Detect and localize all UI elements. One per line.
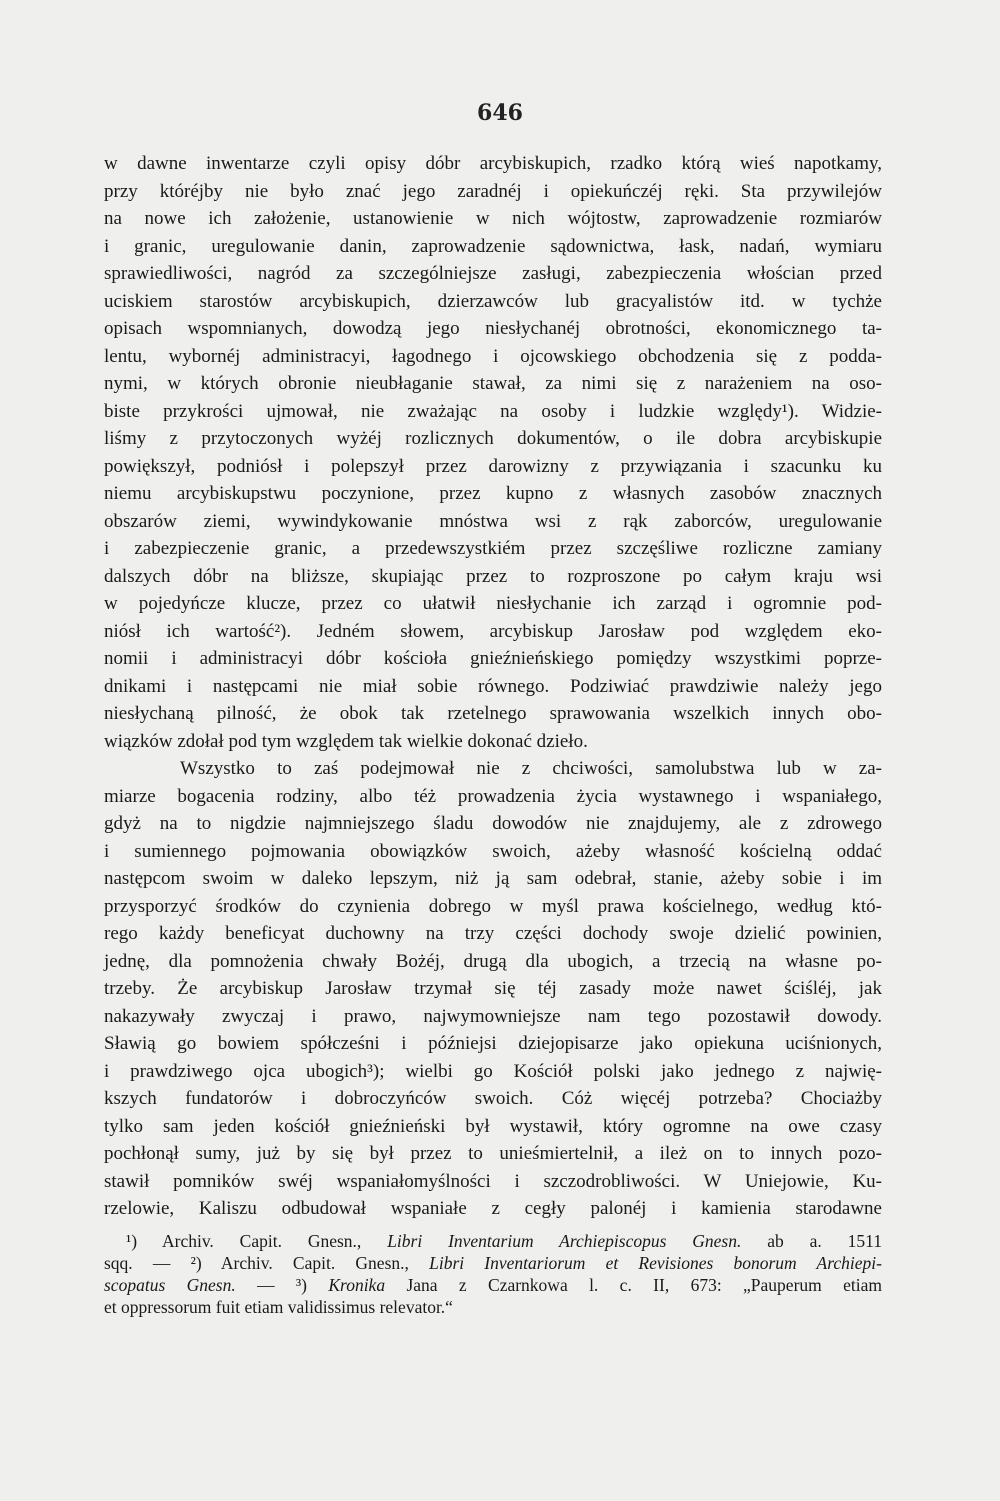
footnote-text: ab a. 1511 [741,1231,882,1251]
text-line: tylko sam jeden kościół gnieźnieński był wystawił, który ogromne na owe czasy [104,1115,882,1137]
text-line: trzeby. Że arcybiskup Jarosław trzymał się téj zasady może nawet ściśléj, jak [104,978,882,999]
text-line: niósł ich wartość²). Jedném słowem, arcybiskup Jarosław pod względem eko- [104,620,882,642]
footnote-text: sqq. — ²) Archiv. Capit. Gnesn., [104,1253,430,1273]
text-line: rego każdy beneficyat duchowny na trzy części dochody swoje dzielić powinien, [104,923,882,944]
text-line: opisach wspomnianych, dowodzą jego niesłychanéj obrotności, ekonomicznego ta- [104,318,882,339]
text-line: przy któréjby nie było znać jego zaradnéj i opiekuńczéj ręki. Sta przywilejów [104,180,882,202]
text-line: obszarów ziemi, wywindykowanie mnóstwa wsi z rąk zaborców, uregulowanie [104,510,882,532]
footnote-title: Libri Inventariorum et Revisiones bonorum Archiepi- [429,1253,882,1273]
footnotes [104,1230,882,1318]
text-line: stawił pomników swéj wspaniałomyślności i szczodrobliwości. W Uniejowie, Ku- [104,1170,882,1192]
text-line: następcom swoim w daleko lepszym, niż ją sam odebrał, stanie, ażeby sobie i im [104,868,882,889]
footnote-title: Kronika [328,1275,386,1295]
page-number: 646 [477,100,523,126]
text-line: lentu, wybornéj administracyi, łagodnego i ojcowskiego obchodzenia się z podda- [104,345,882,367]
text-line: na nowe ich założenie, ustanowienie w nich wójtostw, zaprowadzenie rozmiarów [104,208,882,229]
text-line: uciskiem starostów arcybiskupich, dzierzawców lub gracyalistów itd. w tychże [104,290,882,312]
text-line: liśmy z przytoczonych wyżéj rozlicznych dokumentów, o ile dobra arcybiskupie [104,428,882,449]
text-line: nymi, w których obronie nieubłaganie stawał, za nimi się z narażeniem na oso- [104,373,882,394]
text-line: przysporzyć środków do czynienia dobrego w myśl prawa kościelnego, według któ- [104,895,882,917]
text-line: jednę, dla pomnożenia chwały Bożéj, drugą dla ubogich, a trzecią na własne po- [104,950,882,972]
paragraph-start-line: Wszystko to zaś podejmował nie z chciwości, samolubstwa lub w za- [180,758,882,779]
text-line: i granic, uregulowanie danin, zaprowadzenie sądownictwa, łask, nadań, wymiaru [104,235,882,257]
text-line: biste przykrości ujmował, nie zważając na osoby i ludzkie względy¹). Widzie- [104,400,882,422]
footnote-title: scopatus Gnesn. [104,1275,236,1295]
text-line: Sławią go bowiem spółcześni i późniejsi dziejopisarze jako opiekuna uciśnionych, [104,1033,882,1054]
footnote-line: et oppressorum fuit etiam validissimus relevator.“ [104,1297,453,1317]
text-line: niesłychaną pilność, że obok tak rzetelnego sprawowania wszelkich innych obo- [104,703,882,724]
footnote-text: ¹) Archiv. Capit. Gnesn., [126,1231,388,1251]
text-line: i prawdziwego ojca ubogich³); wielbi go Kościół polski jako jednego z najwię- [104,1060,882,1082]
text-line: i sumiennego pojmowania obowiązków swoich, ażeby własność kościelną oddać [104,840,882,862]
text-line: w pojedyńcze klucze, przez co ułatwił niesłychanie ich zarząd i ogromnie pod- [104,593,882,614]
footnote-title: Libri Inventarium Archiepiscopus Gnesn. [387,1231,742,1251]
footnote-line [104,1274,882,1296]
text-line: rzelowie, Kaliszu odbudował wspaniałe z cegły palonéj i kamienia starodawne [104,1198,882,1219]
footnote-line [104,1230,882,1252]
text-line: w dawne inwentarze czyli opisy dóbr arcybiskupich, rzadko którą wieś napotkamy, [104,153,882,174]
text-line: dnikami i następcami nie miał sobie równego. Podziwiać prawdziwie należy jego [104,675,882,697]
text-line: nomii i administracyi dóbr kościoła gnieźnieńskiego pomiędzy wszystkimi poprze- [104,648,882,669]
text-line: i zabezpieczenie granic, a przedewszystkiém przez szczęśliwe rozliczne zamiany [104,538,882,559]
text-line: niemu arcybiskupstwu poczynione, przez kupno z własnych zasobów znacznych [104,483,882,504]
footnote-line [104,1252,882,1274]
text-line: gdyż na to nigdzie najmniejszego śladu dowodów nie znajdujemy, ale z zdrowego [104,813,882,834]
text-line: kszych fundatorów i dobroczyńców swoich. Cóż więcéj potrzeba? Chociażby [104,1088,882,1109]
text-line: sprawiedliwości, nagród za szczególniejsze zasługi, zabezpieczenia włościan przed [104,263,882,284]
body-text [104,150,882,1223]
text-line: pochłonął sumy, już by się był przez to unieśmiertelnił, a ileż on to innych pozo- [104,1143,882,1164]
paragraph-end-line: wiązków zdołał pod tym względem tak wielkie dokonać dzieło. [104,730,588,752]
footnote-text: Jana z Czarnkowa l. c. II, 673: „Pauperum etiam [385,1275,882,1295]
text-line: powiększył, podniósł i polepszył przez darowizny z przywiązania i szacunku ku [104,455,882,477]
footnote-text: — ³) [235,1275,329,1295]
text-line: nakazywały zwyczaj i prawo, najwymowniejsze nam tego pozostawił dowody. [104,1005,882,1027]
text-line: miarze bogacenia rodziny, albo téż prowadzenia życia wystawnego i wspaniałego, [104,785,882,807]
text-line: dalszych dóbr na bliższe, skupiając przez to rozproszone po całym kraju wsi [104,565,882,587]
